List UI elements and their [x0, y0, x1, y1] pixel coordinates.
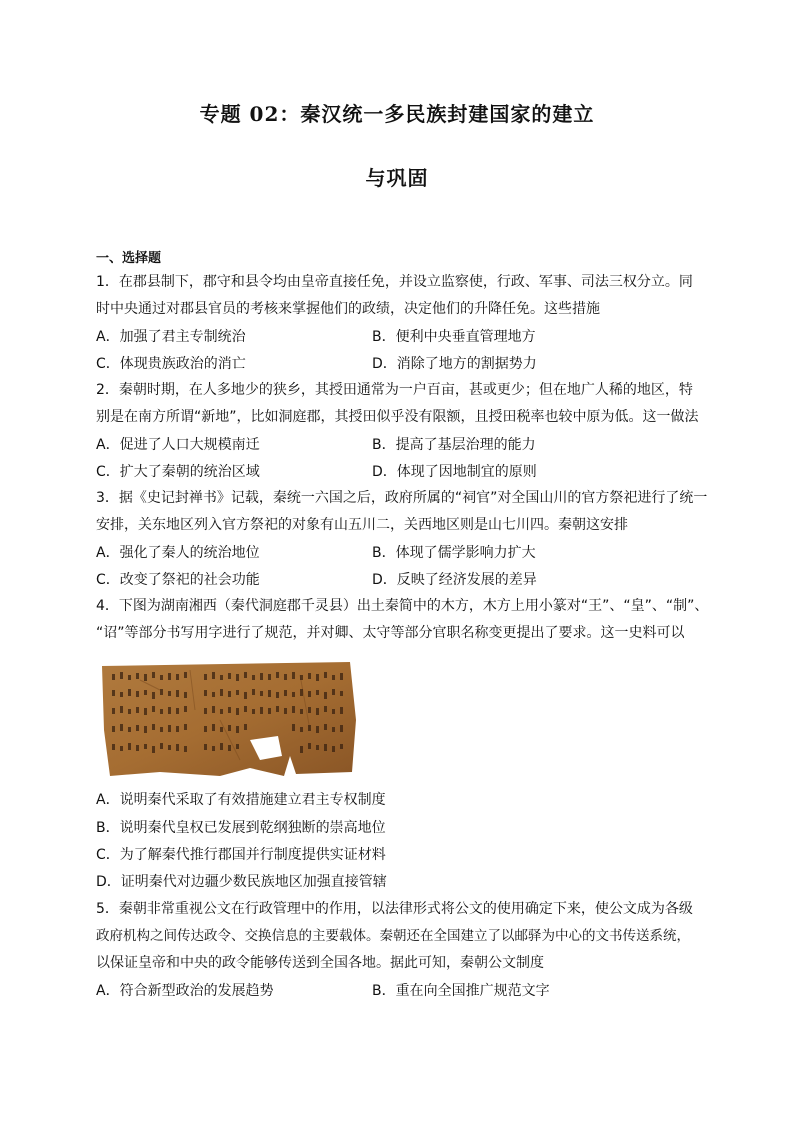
q1-option-a: A．加强了君主专制统治	[96, 329, 246, 345]
q1-option-b: B．便利中央垂直管理地方	[372, 329, 536, 345]
q3-option-c: C．改变了祭祀的社会功能	[96, 572, 260, 588]
q2-stem-line2: 别是在南方所谓“新地”，比如洞庭郡，其授田似乎没有限额，且授田税率也较中原为低。这一做法	[96, 409, 699, 425]
q5-option-b: B．重在向全国推广规范文字	[372, 983, 550, 999]
q4-stem-line1: 4．下图为湖南湘西（秦代洞庭郡千灵县）出土秦简中的木方，木方上用小篆对“王”、“皇”、“制”、	[96, 598, 709, 614]
q2-option-d: D．体现了因地制宜的原则	[372, 464, 537, 480]
q4-stem-line2: “诏”等部分书写用字进行了规范，并对卿、太守等部分官职名称变更提出了要求。这一史料可以	[96, 625, 685, 641]
q2-option-a: A．促进了人口大规模南迁	[96, 437, 260, 453]
q4-option-a: A．说明秦代采取了有效措施建立君主专权制度	[96, 792, 386, 808]
wooden-slip-photo	[100, 660, 358, 778]
q5-stem-line2: 政府机构之间传达政令、交换信息的主要载体。秦朝还在全国建立了以邮驿为中心的文书传送系统，	[96, 928, 690, 944]
q3-option-d: D．反映了经济发展的差异	[372, 572, 537, 588]
q1-stem-line2: 时中央通过对郡县官员的考核来掌握他们的政绩，决定他们的升降任免。这些措施	[96, 301, 600, 317]
q4-option-d: D．证明秦代对边疆少数民族地区加强直接管辖	[96, 874, 387, 890]
q1-option-c: C．体现贵族政治的消亡	[96, 356, 246, 372]
section-heading: 一、选择题	[96, 251, 162, 266]
q1-option-d: D．消除了地方的割据势力	[372, 356, 537, 372]
q5-option-a: A．符合新型政治的发展趋势	[96, 983, 274, 999]
q5-stem-line1: 5．秦朝非常重视公文在行政管理中的作用，以法律形式将公文的使用确定下来，使公文成为各级	[96, 901, 693, 917]
q2-stem-line1: 2．秦朝时期，在人多地少的狭乡，其授田通常为一户百亩，甚或更少；但在地广人稀的地区，特	[96, 382, 693, 398]
q4-option-c: C．为了解秦代推行郡国并行制度提供实证材料	[96, 847, 386, 863]
q5-stem-line3: 以保证皇帝和中央的政令能够传送到全国各地。据此可知，秦朝公文制度	[96, 955, 544, 971]
q2-option-c: C．扩大了秦朝的统治区域	[96, 464, 260, 480]
q3-stem-line1: 3．据《史记封禅书》记载，秦统一六国之后，政府所属的“祠官”对全国山川的官方祭祀进行了统一	[96, 490, 708, 506]
q2-option-b: B．提高了基层治理的能力	[372, 437, 536, 453]
page-title-line1: 专题 02：秦汉统一多民族封建国家的建立	[199, 102, 595, 126]
q4-option-b: B．说明秦代皇权已发展到乾纲独断的崇高地位	[96, 820, 386, 836]
q3-stem-line2: 安排，关东地区列入官方祭祀的对象有山五川二，关西地区则是山七川四。秦朝这安排	[96, 517, 628, 533]
q3-option-a: A．强化了秦人的统治地位	[96, 545, 260, 561]
page-title-line2: 与巩固	[365, 166, 429, 190]
q3-option-b: B．体现了儒学影响力扩大	[372, 545, 536, 561]
q1-stem-line1: 1．在郡县制下，郡守和县令均由皇帝直接任免，并设立监察使，行政、军事、司法三权分立。同	[96, 274, 693, 290]
